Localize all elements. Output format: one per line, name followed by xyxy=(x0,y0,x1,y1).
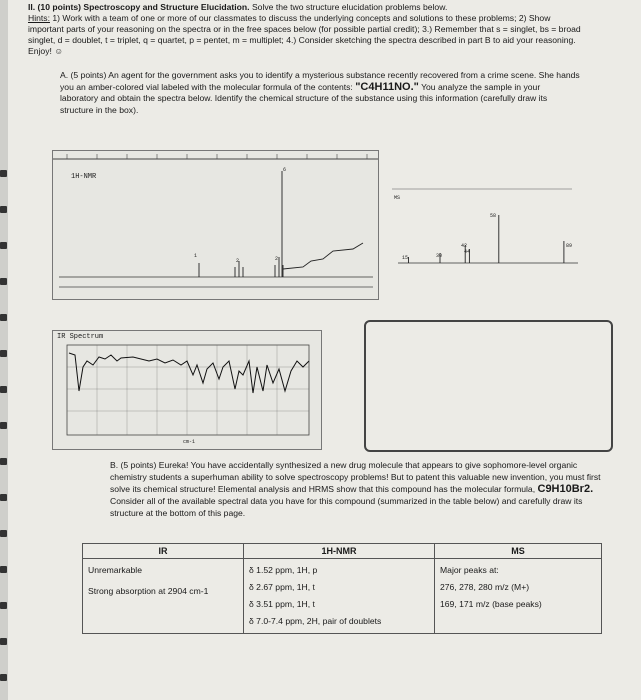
part-b-text-1: (5 points) Eureka! You have accidentally synthesized a new drug molecule that appears to give sophomore-level organic chemistry students a superhuman ability to solve spectroscopy problems! But to patent this valuable new invention, you must first solve its chemical structure! Elemental analysis and HRMS show that this compound has the molecular formula, xyxy=(110,460,601,494)
ms-entry: Major peaks at: xyxy=(440,565,499,575)
nmr-spectrum xyxy=(52,150,379,300)
nmr-entry: δ 1.52 ppm, 1H, p xyxy=(249,565,318,575)
nmr-entry: δ 2.67 ppm, 1H, t xyxy=(249,582,315,592)
ms-peak-label: 30 xyxy=(436,253,443,259)
ir-entry: Unremarkable xyxy=(88,565,142,575)
table-cell-ms xyxy=(435,559,602,634)
table-cell-ir xyxy=(83,559,244,634)
ir-plot xyxy=(53,331,321,449)
ms-peak-label: 58 xyxy=(490,213,497,219)
nmr-integration-label: 2 xyxy=(236,258,240,264)
nmr-entry: δ 3.51 ppm, 1H, t xyxy=(249,599,315,609)
part-a-prefix: A. xyxy=(60,70,69,80)
part-b-question xyxy=(110,459,610,519)
ms-peak-label: 42 xyxy=(461,243,468,249)
table-header-nmr: 1H-NMR xyxy=(244,544,435,559)
table-header-ir: IR xyxy=(83,544,244,559)
ms-peak-label: 44 xyxy=(464,249,471,255)
section-intro: Solve the two structure elucidation problems below. xyxy=(251,2,448,12)
part-a-question xyxy=(60,70,580,116)
hints-label: Hints: xyxy=(28,13,50,23)
ms-entry: 169, 171 m/z (base peaks) xyxy=(440,599,542,609)
ir-spectrum xyxy=(52,330,322,450)
hints-text: 1) Work with a team of one or more of our classmates to discuss the underlying concepts and solutions to these problems; 2) Show important parts of your reasoning on the spectra or in the free spaces below (for possible partial credit); 3.) Remember that s = singlet, bs = broad singlet, d = doublet, t = triplet, q = quartet, p = pentet, m = multiplet; 4.) Consider sketching the spectra described in part B to aid your reasoning. Enjoy! ☺ xyxy=(28,13,581,56)
ms-peak-label: 89 xyxy=(566,243,573,249)
ir-trace xyxy=(69,353,309,393)
part-b-prefix: B. xyxy=(110,460,119,470)
nmr-entry: δ 7.0-7.4 ppm, 2H, pair of doublets xyxy=(249,616,382,626)
part-b-formula: C9H10Br2. xyxy=(537,483,594,495)
table-cell-nmr xyxy=(244,559,435,634)
ir-entry: Strong absorption at 2904 cm-1 xyxy=(88,586,209,596)
ms-peak-label: 15 xyxy=(402,255,409,261)
part-a-text-2: You analyze the sample in your laboratory and obtain the spectra below. Identify the chemical structure of the substance using this information (carefully draw its structure in the box). xyxy=(60,81,548,115)
section-title: II. (10 points) Spectroscopy and Structure Elucidation. xyxy=(28,2,250,12)
structure-answer-box[interactable] xyxy=(364,320,613,452)
ir-axis-label: cm-1 xyxy=(183,439,196,445)
binder-holes xyxy=(0,170,8,700)
ms-label: MS xyxy=(394,195,401,201)
nmr-plot xyxy=(53,151,378,299)
nmr-label: 1H-NMR xyxy=(71,173,97,181)
table-header-ms: MS xyxy=(435,544,602,559)
part-b-text-2: Consider all of the available spectral data you have for this compound (summarized in the table below) and carefully draw its structure at the bottom of this page. xyxy=(110,496,583,518)
nmr-integration-label: 1 xyxy=(194,253,198,259)
part-a-text-1: (5 points) An agent for the government asks you to identify a mysterious substance recently recovered from a crime scene. She hands you an amber-colored vial labeled with the molecular formula of the contents: xyxy=(60,70,580,92)
nmr-integration-label: 2 xyxy=(275,256,279,262)
ms-entry: 276, 278, 280 m/z (M+) xyxy=(440,582,530,592)
nmr-integration-label: 6 xyxy=(283,167,287,173)
ms-plot xyxy=(392,185,582,270)
spectral-data-table xyxy=(82,543,602,634)
part-a-formula: "C4H11NO." xyxy=(355,80,419,93)
ms-spectrum xyxy=(392,185,582,270)
section-header xyxy=(28,2,588,57)
ir-label: IR Spectrum xyxy=(57,333,104,341)
